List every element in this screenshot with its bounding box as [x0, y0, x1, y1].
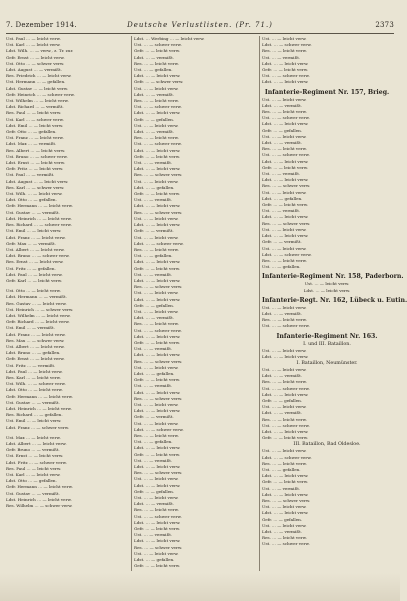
casualty-entry: Ust. … — leicht verw.: [262, 133, 307, 139]
casualty-entry: Ust. … — leicht verw.: [262, 347, 307, 353]
casualty-entry: Gefr. … — vermißt.: [134, 228, 174, 234]
casualty-entry: Res. … — schwer verw.: [134, 358, 183, 364]
casualty-entry: Ust. Albert … — leicht verw.: [6, 343, 65, 349]
column-divider-1: [131, 36, 132, 571]
casualty-entry: Ust. … — schwer verw.: [262, 152, 310, 158]
casualty-entry: Ust. … — vermißt.: [134, 532, 173, 538]
casualty-entry: Ldst. … — leicht verw.: [134, 259, 181, 265]
casualty-entry: Ust. … — vermißt.: [134, 160, 173, 166]
casualty-entry: Ldst. Ernst … — leicht verw.: [6, 160, 66, 166]
casualty-entry: Ldst. … — vermißt.: [262, 310, 303, 316]
casualty-entry: Ldst. … — leicht verw.: [134, 333, 181, 339]
casualty-entry: Res. … — leicht verw.: [134, 60, 179, 66]
battalion-subheading: I. und III. Bataillon.: [303, 341, 351, 347]
casualty-entry: Ust. … — leicht verw.: [262, 96, 307, 102]
casualty-entry: Ldst. … — vermißt.: [134, 315, 175, 321]
casualty-entry: Ust. Wilh. … — leicht verw.: [6, 191, 63, 197]
header-title: Deutsche Verlustlisten. (Pr. 71.): [127, 21, 273, 29]
casualty-entry: Res. … — leicht verw.: [134, 507, 179, 513]
casualty-entry: Ust. … — schwer verw.: [262, 541, 310, 547]
casualty-entry: Ust. … — gefallen.: [134, 439, 173, 445]
casualty-entry: Gefr. … — leicht verw.: [134, 48, 181, 54]
casualty-entry: Res. … — leicht verw.: [262, 416, 307, 422]
casualty-entry: Ust. Franz … — leicht verw.: [6, 135, 64, 141]
casualty-entry: Res. … — schwer verw.: [134, 284, 183, 290]
casualty-entry: Ldst. Gustav … — leicht verw.: [6, 85, 69, 91]
casualty-entry: Ldst. Heinrich … — leicht verw.: [6, 405, 72, 411]
casualty-entry: Ldst. … — leicht verw.: [134, 110, 181, 116]
page-header: [6, 18, 394, 32]
casualty-entry: Ldst. … — schwer verw.: [262, 454, 312, 460]
casualty-entry: Ust. Hermann … — gefallen.: [6, 79, 66, 85]
casualty-entry: Ust. … — gefallen.: [134, 253, 173, 259]
casualty-entry: Gefr. … — gefallen.: [134, 488, 175, 494]
casualty-entry: Ldst. August … — leicht verw.: [6, 178, 69, 184]
casualty-entry: Gefr. … — vermißt.: [134, 414, 174, 420]
casualty-entry: Gefr. … — gefallen.: [262, 516, 303, 522]
casualty-entry: Ldst. … — vermißt.: [262, 410, 303, 416]
battalion-subheading: I. Bataillon, Neumünster.: [296, 360, 358, 366]
casualty-entry: Res. … — leicht verw.: [134, 433, 179, 438]
casualty-entry: Ust. … — leicht verw.: [262, 245, 307, 251]
casualty-entry: Res. … — schwer verw.: [262, 498, 311, 503]
casualty-entry: Ust. Fritz … — vermißt.: [6, 362, 56, 368]
casualty-entry: Res. Wilhelm … — schwer verw.: [6, 503, 73, 509]
casualty-entry: Gefr. Otto … — gefallen.: [6, 129, 57, 135]
casualty-entry: Ust. … — vermißt.: [134, 346, 173, 352]
casualty-entry: Gefr. … — leicht verw.: [134, 153, 181, 159]
casualty-entry: Ust. … — gefallen.: [134, 67, 173, 73]
casualty-entry: Gefr. Ernst … — leicht verw.: [6, 356, 65, 362]
casualty-entry: Gefr. … — leicht verw.: [134, 191, 181, 197]
casualty-entry: Res. … — leicht verw.: [134, 98, 179, 104]
casualty-entry: Gefr. Richard … — leicht verw.: [6, 319, 70, 325]
casualty-entry: Res. … — schwer verw.: [262, 183, 311, 189]
casualty-entry: Ldst. Otto … — leicht verw.: [6, 387, 63, 393]
casualty-entry: Gefr. … — leicht verw.: [134, 526, 181, 532]
casualty-entry: Gefr. Hermann … — leicht verw.: [6, 484, 73, 490]
casualty-entry: Gefr. … — gefallen.: [262, 127, 303, 133]
casualty-entry: Res. Ernst … — leicht verw.: [6, 259, 64, 265]
casualty-entry: Res. … — schwer verw.: [262, 220, 311, 226]
casualty-entry: Res. … — leicht verw.: [262, 48, 307, 54]
casualty-entry: Gefr. … — leicht verw.: [262, 479, 309, 485]
casualty-entry: Ust. … — vermißt.: [134, 271, 173, 277]
casualty-entry: Res. … — schwer verw.: [134, 172, 183, 178]
casualty-entry: Ldst. … — leicht verw.: [262, 158, 309, 164]
casualty-entry: Res. … — leicht verw.: [134, 321, 179, 327]
casualty-entry: Ldst. Wilhelm … — leicht verw.: [6, 312, 71, 318]
casualty-entry: Res. Richard … — gefallen.: [6, 412, 63, 418]
battalion-subheading: III. Bataillon, Bad Oldesloe.: [293, 442, 361, 448]
casualty-entry: Ust. … — vermißt.: [262, 485, 301, 491]
regiment-heading: Infanterie-Regiment Nr. 163.: [276, 332, 378, 340]
casualty-entry: Ldst. Wilh. … — verw., z. Tr. zur.: [6, 48, 74, 54]
casualty-entry: Ust. … — leicht verw.: [134, 290, 179, 296]
casualty-entry: Ldst. Heinrich … — leicht verw.: [6, 215, 72, 221]
regiment-heading: Infanterie-Regiment Nr. 158, Paderborn.: [262, 273, 404, 281]
casualty-entry: Gefr. … — gefallen.: [134, 116, 175, 122]
casualty-entry: Ust. … — leicht verw.: [134, 215, 179, 221]
casualty-entry: Ust. Fritz … — gefallen.: [6, 265, 56, 271]
casualty-entry: Ldst. … — leicht verw.: [134, 482, 181, 488]
casualty-entry: Ldst. … — schwer verw.: [134, 426, 184, 432]
casualty-entry: Ldst. … — leicht verw.: [262, 177, 309, 183]
casualty-entry: Ldst. … — leicht verw.: [262, 233, 309, 239]
casualty-entry: Ust. Karl … — schwer verw.: [6, 116, 64, 122]
casualty-entry: Gefr. … — leicht verw.: [134, 265, 181, 271]
casualty-entry: Ldst. … — leicht verw.: [262, 510, 309, 516]
column-3: [262, 36, 407, 571]
casualty-entry: Gefr. … — leicht verw.: [134, 563, 181, 569]
casualty-entry: Res. Karl … — leicht verw.: [6, 374, 61, 380]
casualty-entry: Res. Gustav … — leicht verw.: [6, 300, 67, 306]
casualty-entry: Ust. … — leicht verw.: [134, 401, 179, 407]
casualty-entry: Ust. … — leicht verw.: [134, 550, 179, 556]
casualty-entry: Ust. … — leicht verw.: [134, 364, 179, 370]
casualty-entry: Ust. Karl … — leicht verw.: [6, 42, 61, 48]
casualty-entry: Ldst. … — schwer verw.: [134, 240, 184, 246]
casualty-entry: Ldst. Albert … — leicht verw.: [6, 441, 67, 446]
header-rule: [6, 33, 394, 34]
casualty-entry: Ust. … — leicht verw.: [262, 522, 307, 528]
casualty-entry: Gefr. … — leicht verw.: [262, 435, 309, 441]
casualty-entry: Ldst. … — leicht verw.: [303, 287, 351, 293]
casualty-entry: Ust. Heinrich … — schwer verw.: [6, 306, 74, 312]
casualty-entry: Ldst. … — leicht verw.: [134, 352, 181, 358]
casualty-entry: Ust. … — leicht verw.: [262, 404, 307, 410]
casualty-entry: Ldst. … — leicht verw.: [134, 203, 181, 209]
casualty-entry: Ust. … — schwer verw.: [134, 141, 182, 147]
casualty-entry: Ust. … — leicht verw.: [262, 448, 307, 454]
casualty-entry: Ldst. Bruno … — gefallen.: [6, 350, 61, 356]
casualty-entry: Ust. Wilh. … — schwer verw.: [6, 381, 66, 387]
column-1: [6, 36, 130, 571]
casualty-entry: Ust. … — leicht verw.: [262, 226, 307, 232]
casualty-entry: Ldst. Franz … — schwer verw.: [6, 424, 70, 430]
casualty-entry: Ldst. … — leicht verw.: [134, 277, 181, 283]
casualty-entry: Ldst. … — vermißt.: [134, 129, 175, 135]
casualty-entry: Ldst. … — gefallen.: [134, 370, 175, 376]
casualty-entry: Ust. … — vermißt.: [262, 54, 301, 60]
casualty-entry: Res. Friedrich … — leicht verw.: [6, 73, 72, 79]
casualty-entry: Ldst. … — leicht verw.: [134, 166, 181, 172]
casualty-entry: Gefr. … — leicht verw.: [262, 67, 309, 73]
casualty-entry: Ust. … — schwer verw.: [262, 115, 310, 121]
casualty-entry: Ldst. … — vermißt.: [134, 501, 175, 507]
casualty-entry: Gefr. Hermann … — leicht verw.: [6, 393, 73, 399]
casualty-entry: Ldst. … — leicht verw.: [262, 491, 309, 497]
casualty-entry: Ust. … — vermißt.: [134, 457, 173, 463]
casualty-entry: Res. … — leicht verw.: [262, 109, 307, 115]
casualty-entry: Ldst. … — leicht verw.: [262, 353, 309, 359]
casualty-entry: Ust. … — schwer verw.: [134, 513, 182, 519]
casualty-entry: Gefr. … — leicht verw.: [134, 339, 181, 345]
casualty-entry: Ust. … — leicht verw.: [134, 420, 179, 426]
casualty-entry: Gefr. Fritz … — leicht verw.: [6, 166, 64, 172]
casualty-entry: Ldst. … — leicht verw.: [134, 464, 181, 470]
casualty-entry: Gefr. Hermann … — leicht verw.: [6, 203, 73, 209]
casualty-entry: Ldst. … — leicht verw.: [134, 73, 181, 79]
casualty-entry: Ldst. Otto … — gefallen.: [6, 197, 57, 203]
casualty-entry: Ust. … — schwer verw.: [262, 323, 310, 329]
casualty-entry: Ldst. Richard … — vermißt.: [6, 104, 64, 110]
casualty-entry: Ldst. … — leicht verw.: [134, 222, 181, 228]
casualty-entry: Res. … — schwer verw.: [134, 209, 183, 215]
casualty-entry: Ust. … — vermißt.: [262, 171, 301, 177]
casualty-entry: Ust. Emil … — vermißt.: [6, 325, 55, 331]
casualty-entry: Ldst. … — leicht verw.: [262, 428, 309, 434]
casualty-entry: Res. … — leicht verw.: [262, 317, 307, 323]
casualty-entry: Res. … — leicht verw.: [262, 379, 307, 385]
casualty-entry: Ldst. Bruno … — schwer verw.: [6, 253, 70, 259]
casualty-entry: Gefr. Max … — vermißt.: [6, 240, 56, 246]
casualty-entry: Ust. Karl … — leicht verw.: [6, 472, 61, 478]
casualty-entry: Res. Karl … — schwer verw.: [6, 184, 65, 190]
casualty-entry: Ldst. … — vermißt.: [262, 373, 303, 379]
casualty-entry: Ust. … — leicht verw.: [134, 178, 179, 184]
casualty-entry: Ldst. … — schwer verw.: [262, 42, 312, 48]
casualty-entry: Ldst. Otto … — gefallen.: [6, 478, 57, 484]
regiment-heading: Infanterie-Regt. Nr. 162, Lübeck u. Eutin.: [262, 296, 407, 304]
header-page-number: 2373: [375, 21, 394, 29]
casualty-entry: Res. … — leicht verw.: [134, 135, 179, 141]
casualty-entry: Gefr. Bruno … — vermißt.: [6, 447, 60, 453]
regiment-heading: Infanterie-Regiment Nr. 157, Brieg.: [264, 88, 390, 96]
casualty-entry: Ldst. … — leicht verw.: [134, 389, 181, 395]
casualty-entry: Ldst. … — vermißt.: [262, 529, 303, 535]
casualty-entry: Ldst. … — vermißt.: [134, 91, 175, 97]
casualty-entry: Ldst. … — leicht verw.: [262, 391, 309, 397]
casualty-entry: Ust. … — gefallen.: [262, 264, 301, 270]
casualty-entry: Ust. … — schwer verw.: [262, 385, 310, 391]
casualty-entry: Gefr. … — vermißt.: [262, 239, 302, 245]
casualty-entry: Res. Paul … — leicht verw.: [6, 465, 62, 471]
casualty-entry: Ldst. … — leicht verw.: [262, 121, 309, 127]
casualty-entry: Ust. … — vermißt.: [134, 383, 173, 389]
header-date: 7. Dezember 1914.: [6, 21, 77, 29]
page-bottom-margin: [0, 573, 400, 601]
casualty-entry: Gefr. … — gefallen.: [134, 302, 175, 308]
column-divider-2: [259, 36, 260, 571]
casualty-entry: Gefr. … — leicht verw.: [262, 202, 309, 208]
casualty-entry: Gefr. … — leicht verw.: [262, 164, 309, 170]
casualty-entry: Res. … — schwer verw.: [134, 544, 183, 550]
casualty-entry: Res. … — leicht verw.: [134, 246, 179, 252]
casualty-entry: Res. Paul … — leicht verw.: [6, 110, 62, 116]
casualty-entry: Ldst. Max … — vermißt.: [6, 141, 57, 147]
casualty-entry: Res. … — leicht verw.: [262, 535, 307, 541]
casualty-entry: Ust. … — leicht verw.: [262, 504, 307, 510]
casualty-entry: Ldst. Franz … — leicht verw.: [6, 331, 66, 337]
casualty-entry: Ust. Albert … — leicht verw.: [6, 246, 65, 252]
casualty-entry: Ldst. … — leicht verw.: [134, 408, 181, 414]
casualty-entry: Ust. … — leicht verw.: [134, 122, 179, 128]
casualty-entry: Ldst. Fritz … — schwer verw.: [6, 459, 67, 465]
casualty-entry: Ldst. … Werbing … — leicht verw.: [134, 36, 205, 41]
casualty-entry: Ldst. Heinrich … — leicht verw.: [6, 496, 72, 502]
casualty-entry: Ust. … — leicht verw.: [262, 366, 307, 372]
casualty-entry: Ldst. … — leicht verw.: [134, 296, 181, 302]
casualty-entry: Ldst. August … — vermißt.: [6, 67, 62, 73]
casualty-entry: Ust. … — gefallen.: [262, 466, 301, 472]
column-2: [134, 36, 258, 571]
casualty-entry: Ust. … — vermißt.: [134, 197, 173, 203]
casualty-entry: Ust. Max … — leicht verw.: [6, 434, 61, 440]
casualty-entry: Ldst. … — leicht verw.: [262, 79, 309, 85]
casualty-entry: Ldst. Emil … — leicht verw.: [6, 122, 64, 128]
casualty-entry: Ldst. … — gefallen.: [262, 195, 303, 201]
casualty-entry: Ust. Paul … — leicht verw.: [6, 36, 61, 41]
casualty-entry: Ldst. … — leicht verw.: [262, 60, 309, 66]
casualty-entry: Res. … — leicht verw.: [262, 257, 307, 263]
casualty-entry: Ust. Gustav … — vermißt.: [6, 209, 60, 215]
casualty-entry: Res. … — leicht verw.: [262, 146, 307, 152]
casualty-entry: Ust. … — leicht verw.: [262, 189, 307, 195]
casualty-entry: Ust. … — leicht verw.: [304, 281, 350, 287]
casualty-entry: Gefr. Heinrich … — schwer verw.: [6, 91, 75, 97]
casualty-entry: Ust. … — leicht verw.: [134, 234, 179, 240]
casualty-entry: Res. Richard … — schwer verw.: [6, 222, 72, 228]
casualty-entry: Ust. Otto … — schwer verw.: [6, 60, 65, 66]
casualty-entry: Ust. Wilhelm … — leicht verw.: [6, 98, 69, 104]
casualty-entry: Ust. … — schwer verw.: [262, 422, 310, 428]
casualty-entry: Ldst. … — vermißt.: [134, 54, 175, 60]
casualty-entry: Gefr. … — gefallen.: [262, 397, 303, 403]
casualty-entry: Gefr. … — schwer verw.: [134, 79, 184, 85]
casualty-entry: Ldst. Paul … — leicht verw.: [6, 368, 63, 374]
casualty-entry: Ldst. Hermann … — vermißt.: [6, 294, 67, 300]
casualty-entry: Ldst. … — leicht verw.: [262, 473, 309, 479]
casualty-entry: Ust. … — schwer verw.: [262, 73, 310, 79]
casualty-entry: Res. … — leicht verw.: [262, 460, 307, 466]
casualty-entry: Ldst. … — gefallen.: [134, 184, 175, 190]
casualty-entry: Ldst. … — leicht verw.: [134, 445, 181, 451]
casualty-entry: Res. … — schwer verw.: [134, 395, 183, 401]
casualty-entry: Ldst. … — schwer verw.: [262, 251, 312, 257]
casualty-entry: Gefr. … — leicht verw.: [134, 451, 181, 457]
casualty-entry: Ust. Ernst … — leicht verw.: [6, 453, 64, 459]
casualty-entry: Ust. … — leicht verw.: [262, 304, 307, 310]
casualty-entry: Ldst. … — leicht verw.: [134, 147, 181, 153]
casualty-entry: Ldst. … — leicht verw.: [134, 538, 181, 544]
casualty-entry: Ldst. … — vermißt.: [262, 140, 303, 146]
casualty-entry: Ldst. … — vermißt.: [262, 102, 303, 108]
casualty-entry: Ust. … — leicht verw.: [134, 85, 179, 91]
casualty-entry: Ust. Gustav … — vermißt.: [6, 399, 60, 405]
casualty-entry: Ust. … — schwer verw.: [134, 104, 182, 110]
casualty-entry: Res. … — schwer verw.: [134, 470, 183, 476]
casualty-entry: Gefr. Karl … — leicht verw.: [6, 277, 63, 283]
casualty-entry: Ust. Paul … — vermißt.: [6, 172, 55, 178]
casualty-entry: Gefr. Ernst … — leicht verw.: [6, 54, 65, 60]
casualty-entry: Ust. Gustav … — vermißt.: [6, 490, 60, 496]
casualty-entry: Ust. Otto … — leicht verw.: [6, 288, 61, 294]
casualty-entry: Ust. … — schwer verw.: [134, 42, 182, 48]
casualty-entry: Ust. … — vermißt.: [262, 208, 301, 214]
casualty-entry: Ldst. Paul … — leicht verw.: [6, 271, 63, 277]
casualty-entry: Ust. Emil … — leicht verw.: [6, 418, 62, 424]
casualty-entry: Ldst. Franz … — leicht verw.: [6, 234, 66, 240]
casualty-entry: Ust. Bruno … — schwer verw.: [6, 153, 68, 159]
casualty-entry: Ust. … — leicht verw.: [134, 495, 179, 501]
casualty-entry: Res. Albert … — leicht verw.: [6, 147, 66, 153]
casualty-entry: Ldst. … — leicht verw.: [262, 214, 309, 220]
casualty-entry: Ldst. … — gefallen.: [134, 557, 175, 563]
casualty-entry: Ust. … — leicht verw.: [134, 476, 179, 482]
casualty-entry: Ust. … — schwer verw.: [134, 327, 182, 333]
casualty-entry: Ust. Emil … — leicht verw.: [6, 228, 62, 234]
casualty-entry: Ust. … — leicht verw.: [134, 308, 179, 314]
casualty-entry: Res. Max … — schwer verw.: [6, 337, 65, 343]
casualty-entry: Ust. … — leicht verw.: [262, 36, 307, 41]
casualty-entry: Gefr. … — leicht verw.: [134, 377, 181, 383]
casualty-entry: Ldst. … — leicht verw.: [134, 519, 181, 525]
